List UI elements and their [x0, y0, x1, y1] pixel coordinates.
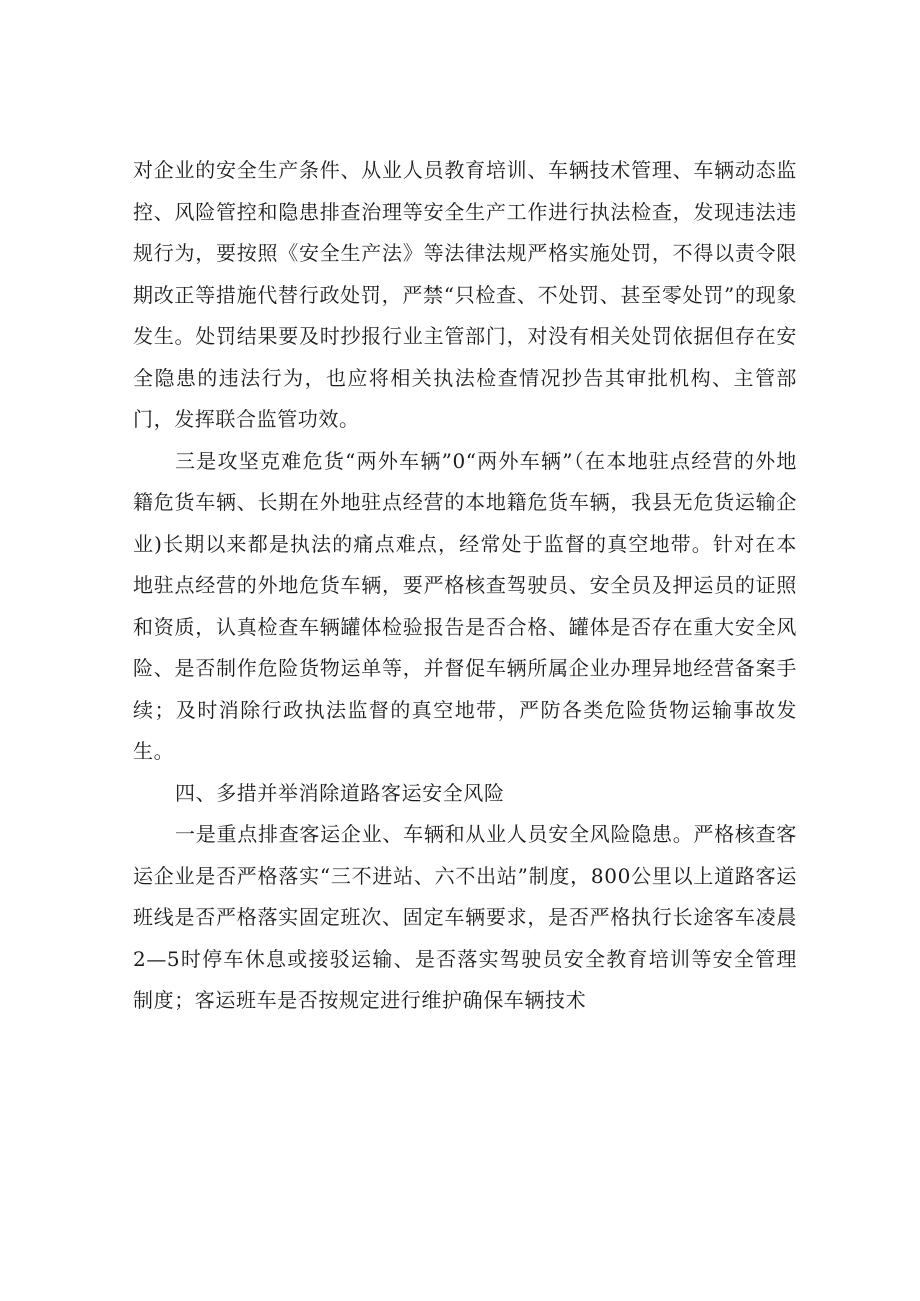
section-heading-passenger-transport: 四、多措并举消除道路客运安全风险: [175, 780, 505, 805]
paragraph-enforcement-inspection: 对企业的安全生产条件、从业人员教育培训、车辆技术管理、车辆动态监控、风险管控和隐患排查治理等安全生产工作进行执法检查，发现违法违规行为，要按照《安全生产法》等法律法规严格实施处罚，不得以责令限期改正等措施代替行政处罚，严禁“只检查、不处罚、甚至零处罚”的现象发生。处罚结果要及时抄报行业主管部门，对没有相关处罚依据但存在安全隐患的违法行为，也应将相关执法检查情况抄告其审批机构、主管部门，发挥联合监管功效。: [133, 158, 797, 431]
document-body: [133, 150, 797, 1022]
paragraph-hazardous-vehicles: 三是攻坚克难危货“两外车辆”0“两外车辆”（在本地驻点经营的外地籍危货车辆、长期在外地驻点经营的本地籍危货车辆，我县无危货运输企业)长期以来都是执法的痛点难点，经常处于监督的真空地带。针对在本地驻点经营的外地危货车辆，要严格核查驾驶员、安全员及押运员的证照和资质，认真检查车辆罐体检验报告是否合格、罐体是否存在重大安全风险、是否制作危险货物运单等，并督促车辆所属企业办理异地经营备案手续；及时消除行政执法监督的真空地带，严防各类危险货物运输事故发生。: [133, 448, 797, 763]
paragraph-passenger-risk-check: 一是重点排查客运企业、车辆和从业人员安全风险隐患。严格核查客运企业是否严格落实“三不进站、六不出站”制度，800公里以上道路客运班线是否严格落实固定班次、固定车辆要求，是否严格执行长途客车凌晨2—5时停车休息或接驳运输、是否落实驾驶员安全教育培训等安全管理制度；客运班车是否按规定进行维护确保车辆技术: [133, 822, 797, 1012]
